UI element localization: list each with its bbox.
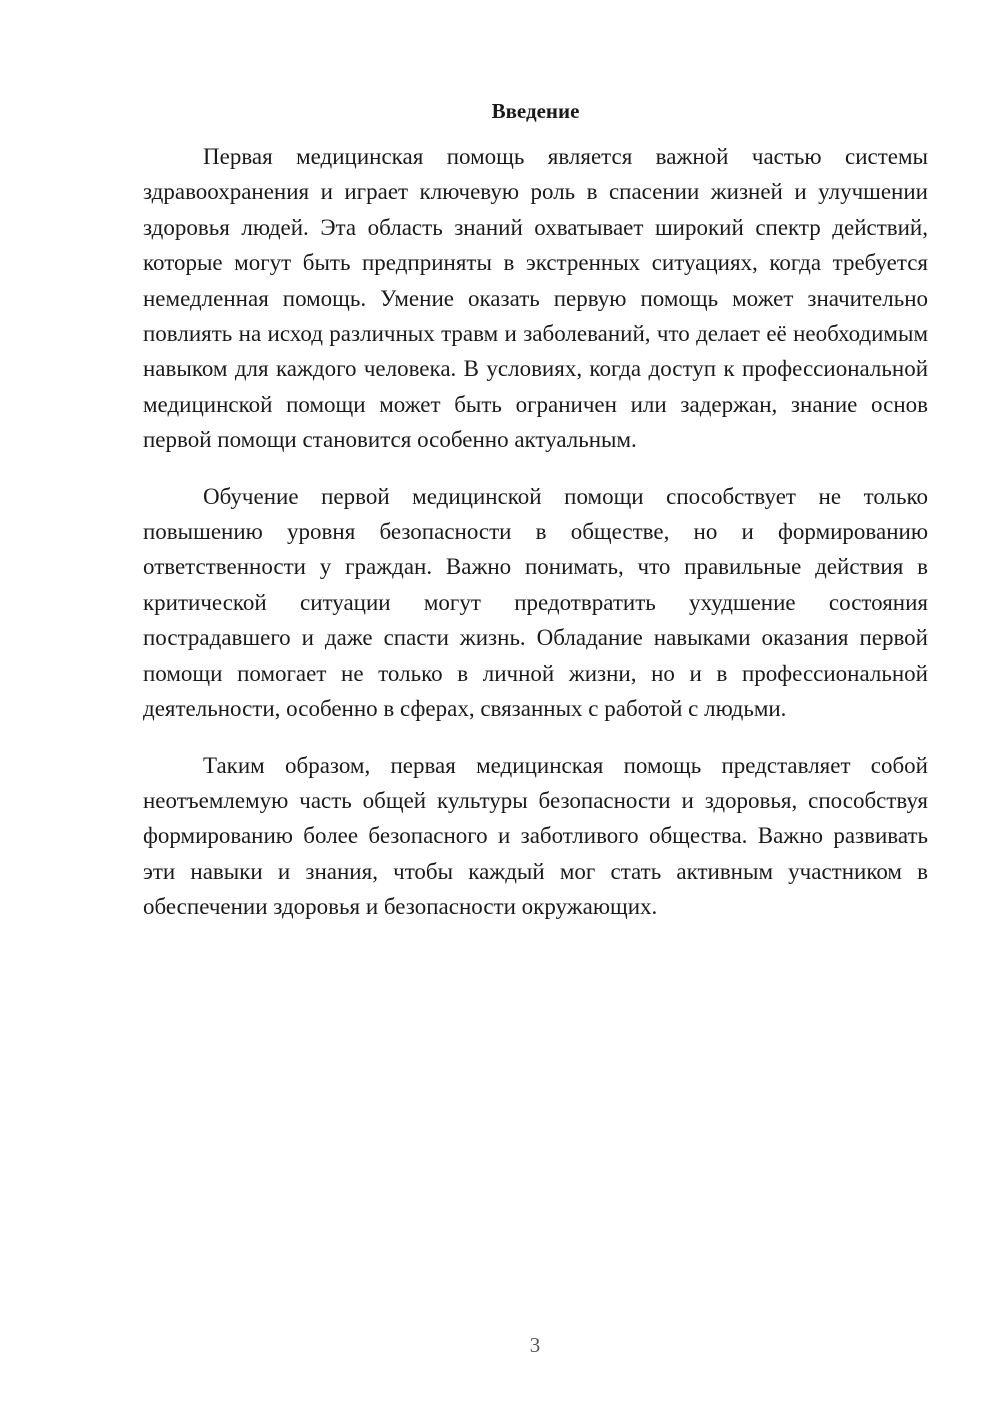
paragraph-2: Обучение первой медицинской помощи способствует не только повышению уровня безопасности в обществе, но и формированию ответственности у граждан. Важно понимать, что правильные действия в критической ситуации могут предотвратить ухудшение состояния пострадавшего и даже спасти жизнь. Обладание навыками оказания первой помощи помогает не только в личной жизни, но и в профессиональной деятельности, особенно в сферах, связанных с работой с людьми. <box>143 483 928 722</box>
section-heading: Введение <box>491 99 580 123</box>
page-content <box>143 96 928 946</box>
page-number: 3 <box>529 1333 541 1357</box>
paragraph-3: Таким образом, первая медицинская помощь представляет собой неотъемлемую часть общей культуры безопасности и здоровья, способствуя формированию более безопасного и заботливого общества. Важно развивать эти навыки и знания, чтобы каждый мог стать активным участником в обеспечении здоровья и безопасности окружающих. <box>143 752 928 920</box>
paragraph-1: Первая медицинская помощь является важной частью системы здравоохранения и играет ключевую роль в спасении жизней и улучшении здоровья людей. Эта область знаний охватывает широкий спектр действий, которые могут быть предприняты в экстренных ситуациях, когда требуется немедленная помощь. Умение оказать первую помощь может значительно повлиять на исход различных травм и заболеваний, что делает её необходимым навыком для каждого человека. В условиях, когда доступ к профессиональной медицинской помощи может быть ограничен или задержан, знание основ первой помощи становится особенно актуальным. <box>143 144 928 453</box>
